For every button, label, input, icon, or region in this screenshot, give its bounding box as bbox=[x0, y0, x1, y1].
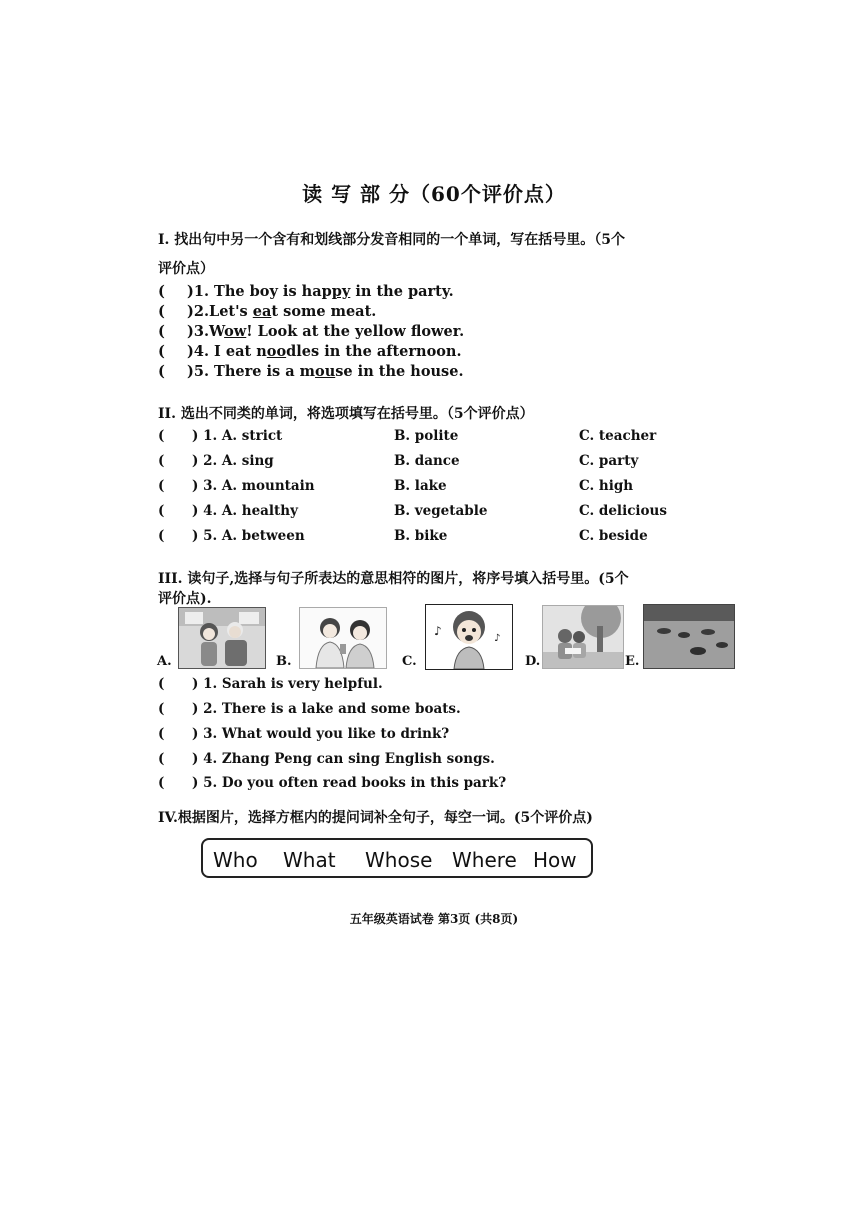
word-where: Where bbox=[452, 848, 517, 872]
picture-b-kids-drinking bbox=[299, 607, 387, 669]
word-how: How bbox=[533, 848, 577, 872]
option-b: B. bike bbox=[394, 528, 448, 544]
question-text bbox=[187, 343, 462, 360]
section3-heading-cont: 评价点). bbox=[158, 591, 212, 607]
word-whose: Whose bbox=[365, 848, 433, 872]
answer-blank[interactable]: ( bbox=[158, 701, 165, 717]
question-text bbox=[187, 283, 454, 300]
picture-c-boy-singing bbox=[425, 604, 513, 670]
answer-blank[interactable]: ( bbox=[158, 323, 165, 340]
answer-blank[interactable]: ( bbox=[158, 428, 165, 444]
option-c: C. party bbox=[579, 453, 639, 469]
option-a: ) 1. A. strict bbox=[192, 428, 283, 444]
underlined-letters: ow bbox=[224, 323, 247, 340]
option-c: C. delicious bbox=[579, 503, 667, 519]
question-text-pre: )3.W bbox=[187, 323, 225, 340]
answer-blank[interactable]: ( bbox=[158, 726, 165, 742]
question-text bbox=[187, 303, 376, 320]
picture-label-c: C. bbox=[402, 654, 417, 669]
answer-blank[interactable]: ( bbox=[158, 343, 165, 360]
answer-blank[interactable]: ( bbox=[158, 283, 165, 300]
option-b: B. polite bbox=[394, 428, 459, 444]
question-text-post: in the party. bbox=[350, 283, 454, 300]
section4-heading: IV.根据图片，选择方框内的提问词补全句子，每空一词。(5个评价点) bbox=[158, 810, 593, 826]
option-c: C. teacher bbox=[579, 428, 657, 444]
picture-d-kids-reading-in-park bbox=[542, 605, 624, 669]
answer-blank[interactable]: ( bbox=[158, 751, 165, 767]
answer-blank[interactable]: ( bbox=[158, 303, 165, 320]
svg-text:♪: ♪ bbox=[434, 624, 442, 638]
option-b: B. vegetable bbox=[394, 503, 488, 519]
question-text-post: t some meat. bbox=[271, 303, 377, 320]
sentence-text: ) 2. There is a lake and some boats. bbox=[192, 701, 461, 717]
option-a: ) 4. A. healthy bbox=[192, 503, 298, 519]
picture-label-b: B. bbox=[276, 654, 292, 669]
option-a: ) 2. A. sing bbox=[192, 453, 274, 469]
picture-label-e: E. bbox=[625, 654, 640, 669]
question-text-post: dles in the afternoon. bbox=[286, 343, 462, 360]
option-c: C. beside bbox=[579, 528, 648, 544]
section1-heading: I. 找出句中另一个含有和划线部分发音相同的一个单词，写在括号里。（5个 bbox=[158, 232, 626, 248]
section3-heading: III. 读句子,选择与句子所表达的意思相符的图片，将序号填入括号里。(5个 bbox=[158, 571, 629, 587]
question-text-pre: )1. The boy is hap bbox=[187, 283, 332, 300]
question-text bbox=[187, 363, 464, 380]
section2-heading: II. 选出不同类的单词，将选项填写在括号里。（5个评价点） bbox=[158, 406, 534, 422]
sentence-text: ) 4. Zhang Peng can sing English songs. bbox=[192, 751, 495, 767]
option-b: B. lake bbox=[394, 478, 447, 494]
picture-label-d: D. bbox=[525, 654, 541, 669]
option-a: ) 3. A. mountain bbox=[192, 478, 315, 494]
word-what: What bbox=[283, 848, 336, 872]
question-text bbox=[187, 323, 464, 340]
option-b: B. dance bbox=[394, 453, 460, 469]
question-text-post: ! Look at the yellow flower. bbox=[246, 323, 465, 340]
question-word-box bbox=[201, 838, 593, 878]
sentence-text: ) 3. What would you like to drink? bbox=[192, 726, 450, 742]
page-title: 读 写 部 分（60个评价点） bbox=[302, 182, 566, 206]
answer-blank[interactable]: ( bbox=[158, 676, 165, 692]
picture-a-girl-helping-grandpa bbox=[178, 607, 266, 669]
question-text-post: se in the house. bbox=[335, 363, 464, 380]
question-text-pre: )2.Let's bbox=[187, 303, 253, 320]
option-c: C. high bbox=[579, 478, 634, 494]
question-text-pre: )5. There is a m bbox=[187, 363, 316, 380]
sentence-text: ) 1. Sarah is very helpful. bbox=[192, 676, 383, 692]
underlined-letters: oo bbox=[266, 343, 287, 360]
answer-blank[interactable]: ( bbox=[158, 503, 165, 519]
answer-blank[interactable]: ( bbox=[158, 453, 165, 469]
answer-blank[interactable]: ( bbox=[158, 775, 165, 791]
answer-blank[interactable]: ( bbox=[158, 363, 165, 380]
question-text-pre: )4. I eat n bbox=[187, 343, 267, 360]
picture-e-lake-with-boats bbox=[643, 604, 735, 669]
option-a: ) 5. A. between bbox=[192, 528, 305, 544]
answer-blank[interactable]: ( bbox=[158, 528, 165, 544]
underlined-letters: py bbox=[331, 283, 351, 300]
page-footer: 五年级英语试卷 第3页 (共8页) bbox=[349, 912, 519, 926]
underlined-letters: ea bbox=[252, 303, 272, 320]
svg-text:♪: ♪ bbox=[494, 633, 501, 644]
sentence-text: ) 5. Do you often read books in this park? bbox=[192, 775, 507, 791]
word-who: Who bbox=[213, 848, 258, 872]
answer-blank[interactable]: ( bbox=[158, 478, 165, 494]
picture-label-a: A. bbox=[157, 654, 172, 669]
underlined-letters: ou bbox=[315, 363, 336, 380]
section1-heading-cont: 评价点） bbox=[158, 261, 214, 277]
